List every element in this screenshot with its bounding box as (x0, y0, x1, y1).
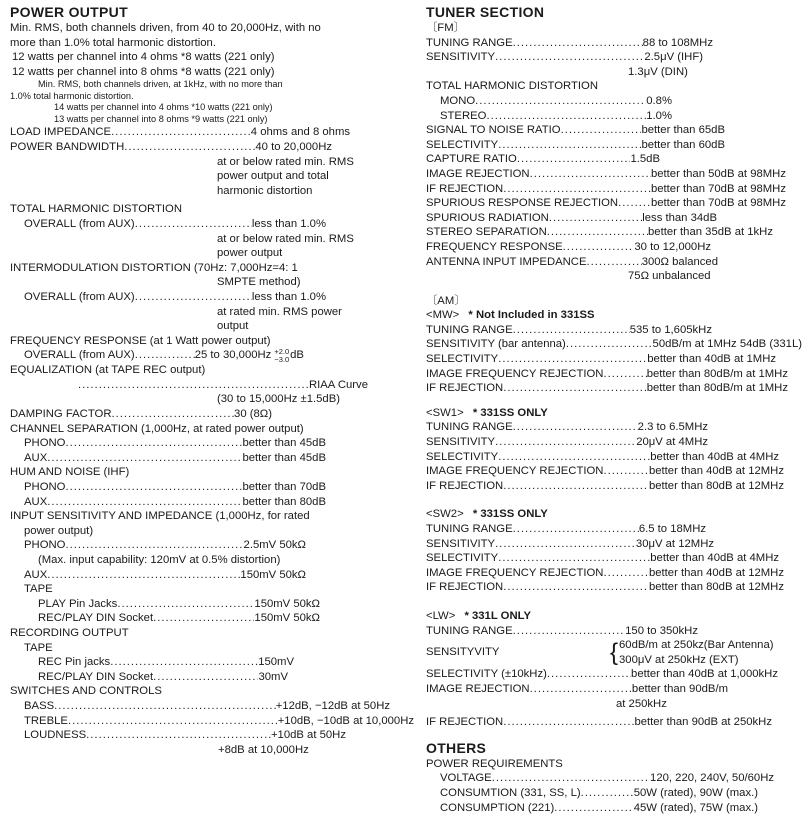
spec-value: +12dB, −12dB at 50Hz (275, 699, 390, 712)
spec-label: IMAGE REJECTION (426, 682, 530, 695)
leader-dots (135, 290, 252, 305)
spec-label: REC/PLAY DIN Socket (38, 670, 154, 683)
spec-value: 40 to 20,000Hz (255, 140, 332, 153)
spec-label: LOUDNESS (24, 729, 87, 742)
leader-dots (581, 786, 634, 801)
section-heading: CHANNEL SEPARATION (1,000Hz, at rated power output) (10, 422, 304, 435)
spec-row (426, 240, 711, 255)
spec-row (10, 290, 326, 305)
spec-label: IF REJECTION (426, 716, 504, 729)
leader-dots (47, 451, 242, 466)
leader-dots (503, 381, 647, 396)
spec-label: IF REJECTION (426, 581, 504, 594)
spec-row (10, 611, 320, 626)
leader-dots (513, 36, 643, 51)
band-tag: 〔AM〕 (426, 294, 466, 307)
spec-row (426, 152, 660, 167)
spec-value: 120, 220, 240V, 50/60Hz (650, 772, 774, 785)
spec-label: SENSITIVITY (426, 51, 496, 64)
spec-value: better than 70dB at 98MHz (650, 197, 786, 210)
spec-value: better than 80dB at 12MHz (648, 479, 784, 492)
leader-dots (554, 801, 633, 816)
spec-row (426, 771, 774, 786)
section-heading: power output) (24, 524, 94, 537)
intro-line: Min. RMS, both channels driven, from 40 to 20,000Hz, with no (10, 22, 321, 34)
tuner-heading: TUNER SECTION (426, 4, 545, 20)
band-subheading (426, 609, 806, 624)
spec-value-cont: 75Ω unbalanced (628, 270, 711, 283)
spec-row (426, 138, 725, 153)
spec-value: 6.5 to 18MHz (638, 523, 706, 535)
spec-label: SELECTIVITY (426, 552, 499, 565)
leader-dots (549, 211, 642, 226)
spec-row (10, 378, 368, 393)
spec-label: FREQUENCY RESPONSE (426, 240, 563, 253)
leader-dots (117, 597, 254, 612)
spec-row (10, 407, 272, 422)
spec-value-cont: 1.3μV (DIN) (628, 65, 688, 78)
leader-dots (513, 420, 638, 435)
leader-dots (561, 123, 642, 138)
band-note: * 331SS ONLY (472, 508, 548, 521)
spec-label: IF REJECTION (426, 382, 504, 395)
spec-label: MONO (440, 94, 476, 107)
spec-value: 150mV 50kΩ (240, 568, 306, 581)
leader-dots (78, 378, 309, 393)
leader-dots (65, 436, 242, 451)
leader-dots (503, 182, 651, 197)
band-note: * 331SS ONLY (472, 406, 548, 419)
tolerance-minus: −3.0 (274, 354, 290, 364)
spec-value: better than 40dB at 1,000kHz (631, 668, 778, 681)
spec-row (426, 566, 784, 581)
spec-value: better than 40dB at 1MHz (647, 353, 776, 366)
rating-line: 12 watts per channel into 4 ohms *8 watts (221 only) (12, 51, 275, 64)
spec-row (426, 352, 776, 367)
spec-label: VOLTAGE (440, 772, 492, 785)
spec-value: 50W (rated), 90W (max.) (633, 786, 758, 799)
spec-value: less than 1.0% (251, 217, 326, 230)
leader-dots (603, 464, 649, 479)
leader-dots (47, 495, 242, 510)
section-heading: TOTAL HARMONIC DISTORTION (426, 80, 598, 93)
spec-label: PHONO (24, 437, 66, 450)
band-subheading (426, 308, 806, 323)
spec-row (426, 479, 784, 494)
leader-dots (530, 682, 632, 697)
spec-value: better than 40dB at 4MHz (650, 450, 779, 463)
spec-row (426, 420, 708, 435)
leader-dots (517, 152, 631, 167)
band-subheading (426, 406, 806, 421)
sub-heading: TAPE (24, 641, 53, 654)
spec-value: better than 45dB (242, 437, 326, 450)
spec-value: 300Ω balanced (641, 255, 718, 268)
intro-line: more than 1.0% total harmonic distortion. (10, 36, 216, 49)
spec-label: SENSITIVITY (426, 436, 496, 449)
spec-label: SELECTIVITY (426, 353, 499, 366)
leader-dots (498, 450, 650, 465)
spec-value: 2.5μV (IHF) (644, 51, 703, 64)
spec-label: REC/PLAY DIN Socket (38, 612, 154, 625)
band-tag: 〔FM〕 (426, 22, 465, 34)
leader-dots (111, 125, 251, 140)
spec-label: AUX (24, 451, 48, 464)
spec-label: IF REJECTION (426, 182, 504, 195)
spec-row (426, 196, 786, 211)
spec-label: IMAGE FREQUENCY REJECTION (426, 566, 604, 579)
spec-row (10, 436, 326, 451)
spec-value: 150 to 350kHz (625, 624, 698, 637)
spec-label: TUNING RANGE (426, 421, 513, 434)
spec-value: 30mV (258, 670, 288, 683)
leader-dots (47, 568, 240, 583)
spec-label: REC Pin jacks (38, 656, 111, 669)
band-note: * Not Included in 331SS (468, 309, 595, 322)
spec-label: CONSUMPTION (221) (440, 801, 555, 814)
spec-row (426, 225, 773, 240)
spec-value: 1.0% (646, 109, 672, 122)
section-heading: HUM AND NOISE (IHF) (10, 466, 130, 479)
spec-label: LOAD IMPEDANCE (10, 126, 112, 139)
spec-label: TUNING RANGE (426, 523, 513, 535)
spec-label: AUX (24, 568, 48, 581)
spec-row (426, 381, 788, 396)
leader-dots (498, 551, 650, 566)
spec-row (426, 255, 718, 270)
spec-label: DAMPING FACTOR (10, 408, 112, 421)
spec-value: 20μV at 4MHz (636, 436, 708, 449)
band-subheading (426, 507, 806, 522)
spec-label: SENSITIVITY (bar antenna) (426, 338, 566, 351)
spec-label: IMAGE REJECTION (426, 167, 530, 180)
spec-row (426, 638, 806, 667)
spec-row (426, 435, 708, 450)
spec-value-cont: at or below rated min. RMS (217, 232, 354, 245)
spec-value: better than 80dB at 12MHz (648, 581, 784, 594)
others-heading: OTHERS (426, 739, 487, 756)
spec-label: SELECTIVITY (426, 138, 499, 151)
spec-value: 60dB/m at 250kz(Bar Antenna) (619, 639, 774, 652)
spec-value: 30 to 12,000Hz (634, 240, 711, 253)
spec-label: IMAGE FREQUENCY REJECTION (426, 465, 604, 478)
spec-value: less than 34dB (642, 211, 717, 224)
leader-dots (503, 715, 634, 730)
tolerance-unit: dB (290, 349, 304, 362)
spec-row (426, 667, 778, 682)
leader-dots (110, 655, 258, 670)
spec-value: 88 to 108MHz (642, 36, 713, 49)
spec-value: +10dB, −10dB at 10,000Hz (277, 714, 414, 727)
leader-dots (153, 670, 258, 685)
leader-dots (530, 167, 651, 182)
spec-value: 1.5dB (630, 153, 660, 166)
spec-label: OVERALL (from AUX) (24, 349, 135, 362)
spec-row (426, 94, 672, 109)
rating-line: 14 watts per channel into 4 ohms *10 watts (221 only) (54, 102, 273, 113)
spec-value: 2.3 to 6.5MHz (637, 421, 708, 434)
leader-dots (492, 771, 650, 786)
band-tag: <SW2> (426, 508, 464, 521)
spec-value-cont: at 250kHz (616, 697, 667, 710)
spec-label: PHONO (24, 539, 66, 552)
spec-value: 4 ohms and 8 ohms (250, 126, 350, 139)
leader-dots (513, 323, 630, 338)
spec-value-cont: power output (217, 247, 283, 260)
spec-row (426, 323, 712, 338)
spec-row (426, 36, 713, 51)
section-heading: SWITCHES AND CONTROLS (10, 685, 162, 698)
spec-value: better than 50dB at 98MHz (650, 167, 786, 180)
spec-row (426, 50, 703, 65)
spec-label: IMAGE FREQUENCY REJECTION (426, 367, 604, 380)
tolerance-plus: +2.0 (274, 347, 290, 357)
spec-label: SIGNAL TO NOISE RATIO (426, 124, 561, 137)
band-note: * 331L ONLY (464, 609, 532, 622)
tuner-column (426, 4, 806, 815)
spec-value: better than 80dB (242, 495, 326, 508)
spec-row (426, 786, 758, 801)
spec-row (10, 597, 320, 612)
spec-label: AUX (24, 495, 48, 508)
leader-dots (54, 699, 276, 714)
spec-value: 30μV at 12MHz (635, 537, 714, 550)
spec-row (426, 682, 728, 697)
spec-value-cont: at or below rated min. RMS (217, 155, 354, 168)
leader-dots (513, 522, 639, 537)
leader-dots (563, 240, 635, 255)
spec-row (426, 182, 786, 197)
spec-value-group (619, 638, 773, 667)
spec-value: better than 45dB (242, 451, 326, 464)
spec-row (426, 580, 784, 595)
spec-label: SENSITIVITY (426, 537, 496, 550)
sub-heading: TAPE (24, 583, 53, 596)
spec-row (426, 464, 784, 479)
leader-dots (475, 94, 646, 109)
spec-label: BASS (24, 699, 55, 712)
spec-row (10, 670, 288, 685)
spec-value: better than 90dB at 250kHz (634, 716, 772, 729)
section-heading: FREQUENCY RESPONSE (at 1 Watt power output) (10, 334, 271, 347)
spec-value: +10dB at 50Hz (270, 729, 346, 742)
spec-value: better than 80dB/m at 1MHz (646, 382, 788, 395)
spec-value: 300μV at 250kHz (EXT) (619, 653, 739, 666)
spec-row (10, 217, 326, 232)
spec-value: better than 70dB (242, 481, 326, 494)
spec-label: POWER BANDWIDTH (10, 140, 125, 153)
spec-value: better than 70dB at 98MHz (650, 182, 786, 195)
spec-value: 25 to 30,000Hz (194, 349, 272, 362)
spec-label: SELECTIVITY (426, 450, 499, 463)
spec-value-cont: power output and total (217, 170, 329, 183)
spec-row (10, 728, 346, 743)
power-output-column (10, 4, 414, 757)
leader-dots (547, 225, 648, 240)
spec-row (10, 140, 332, 155)
leader-dots (566, 337, 653, 352)
spec-row (426, 801, 758, 816)
spec-row (426, 337, 802, 352)
leader-dots (486, 109, 646, 124)
section-heading: INTERMODULATION DISTORTION (70Hz: 7,000Hz=4: 1 (10, 261, 298, 274)
leader-dots (65, 480, 242, 495)
brace: { (610, 638, 619, 666)
rating-line: 13 watts per channel into 8 ohms *9 watts (221 only) (54, 113, 268, 124)
section-heading: TOTAL HARMONIC DISTORTION (10, 203, 182, 216)
leader-dots (498, 138, 641, 153)
spec-row (10, 655, 294, 670)
spec-value: better than 90dB/m (631, 682, 728, 695)
spec-row (426, 211, 717, 226)
leader-dots (618, 196, 651, 211)
spec-row (426, 109, 672, 124)
note-line: 1.0% total harmonic distortion. (10, 90, 134, 101)
section-heading: RECORDING OUTPUT (10, 626, 129, 639)
spec-row (426, 624, 698, 639)
band-tag: <SW1> (426, 406, 464, 419)
spec-row (10, 699, 390, 714)
spec-label: PLAY Pin Jacks (38, 597, 118, 610)
spec-value: better than 40dB at 12MHz (648, 465, 784, 478)
spec-row (10, 714, 414, 729)
spec-row (10, 348, 366, 363)
spec-label: SPURIOUS RADIATION (426, 211, 549, 224)
spec-row (426, 537, 714, 552)
leader-dots (153, 611, 254, 626)
spec-label: CAPTURE RATIO (426, 153, 517, 166)
leader-dots (68, 714, 278, 729)
spec-row (426, 450, 779, 465)
spec-row (426, 367, 788, 382)
spec-row (426, 551, 779, 566)
section-heading: INPUT SENSITIVITY AND IMPEDANCE (1,000Hz, for rated (10, 510, 310, 523)
spec-value-cont: output (217, 320, 249, 333)
spec-label: ANTENNA INPUT IMPEDANCE (426, 255, 587, 268)
leader-dots (547, 667, 631, 682)
leader-dots (495, 435, 636, 450)
spec-note: (Max. input capability: 120mV at 0.5% distortion) (38, 554, 281, 566)
spec-label: TREBLE (24, 714, 68, 727)
section-heading: POWER REQUIREMENTS (426, 757, 563, 770)
spec-row (426, 522, 706, 537)
spec-label: OVERALL (from AUX) (24, 217, 135, 230)
rating-line: 12 watts per channel into 8 ohms *8 watts (221 only) (12, 65, 275, 78)
power-output-heading: POWER OUTPUT (10, 4, 128, 20)
spec-label: SELECTIVITY (±10kHz) (426, 668, 547, 681)
spec-label: TUNING RANGE (426, 624, 513, 637)
spec-value: RIAA Curve (308, 378, 368, 391)
leader-dots (503, 479, 649, 494)
spec-row (426, 167, 786, 182)
leader-dots (111, 407, 234, 422)
band-tag: <LW> (426, 609, 456, 622)
spec-value-cont: +8dB at 10,000Hz (218, 743, 309, 756)
spec-label: SENSITYVITY (426, 646, 500, 659)
spec-value: 535 to 1,605kHz (629, 323, 712, 336)
spec-row (10, 125, 350, 140)
spec-value: 30 (8Ω) (234, 408, 272, 421)
spec-value: 2.5mV 50kΩ (243, 539, 306, 552)
spec-value-cont: (30 to 15,000Hz ±1.5dB) (217, 393, 341, 406)
spec-label: PHONO (24, 481, 66, 494)
spec-value: 50dB/m at 1MHz 54dB (331L) (652, 338, 802, 351)
leader-dots (513, 624, 626, 639)
spec-value: 150mV 50kΩ (254, 597, 320, 610)
tolerance (274, 348, 289, 363)
spec-value-cont: at rated min. RMS power (217, 305, 342, 318)
leader-dots (495, 50, 644, 65)
spec-value: better than 60dB (641, 138, 725, 151)
leader-dots (498, 352, 647, 367)
spec-row (10, 568, 306, 583)
spec-label: STEREO SEPARATION (426, 226, 547, 239)
spec-label: TUNING RANGE (426, 323, 513, 336)
leader-dots (86, 728, 271, 743)
spec-label: SPURIOUS RESPONSE REJECTION (426, 197, 619, 210)
spec-label: TUNING RANGE (426, 36, 513, 49)
spec-label: OVERALL (from AUX) (24, 290, 135, 303)
leader-dots (495, 537, 636, 552)
leader-dots (65, 538, 243, 553)
spec-value: better than 40dB at 4MHz (650, 552, 779, 565)
leader-dots (135, 348, 195, 363)
spec-value-cont: harmonic distortion (217, 184, 313, 197)
spec-value: 0.8% (646, 94, 672, 107)
spec-label: CONSUMTION (331, SS, L) (440, 786, 581, 799)
spec-row (10, 451, 326, 466)
spec-value: better than 65dB (641, 124, 725, 137)
leader-dots (135, 217, 252, 232)
spec-value: 150mV 50kΩ (254, 612, 320, 625)
spec-row (10, 538, 306, 553)
spec-row (10, 480, 326, 495)
leader-dots (124, 140, 255, 155)
spec-row (426, 715, 772, 730)
spec-label: STEREO (440, 109, 487, 122)
band-tag: <MW> (426, 309, 460, 322)
spec-value: better than 40dB at 12MHz (648, 566, 784, 579)
spec-value: 45W (rated), 75W (max.) (633, 801, 758, 814)
spec-row (10, 495, 326, 510)
leader-dots (503, 580, 649, 595)
spec-value: 150mV (258, 656, 294, 669)
spec-label: IF REJECTION (426, 479, 504, 492)
leader-dots (603, 367, 646, 382)
leader-dots (603, 566, 649, 581)
note-line: Min. RMS, both channels driven, at 1kHz, with no more than (38, 79, 283, 90)
leader-dots (586, 255, 641, 270)
spec-value: less than 1.0% (251, 290, 326, 303)
section-heading: EQUALIZATION (at TAPE REC output) (10, 364, 206, 377)
spec-value: better than 80dB/m at 1MHz (646, 367, 788, 380)
spec-value-cont: SMPTE method) (217, 276, 301, 289)
spec-row (426, 123, 725, 138)
spec-value: better than 35dB at 1kHz (648, 226, 773, 239)
